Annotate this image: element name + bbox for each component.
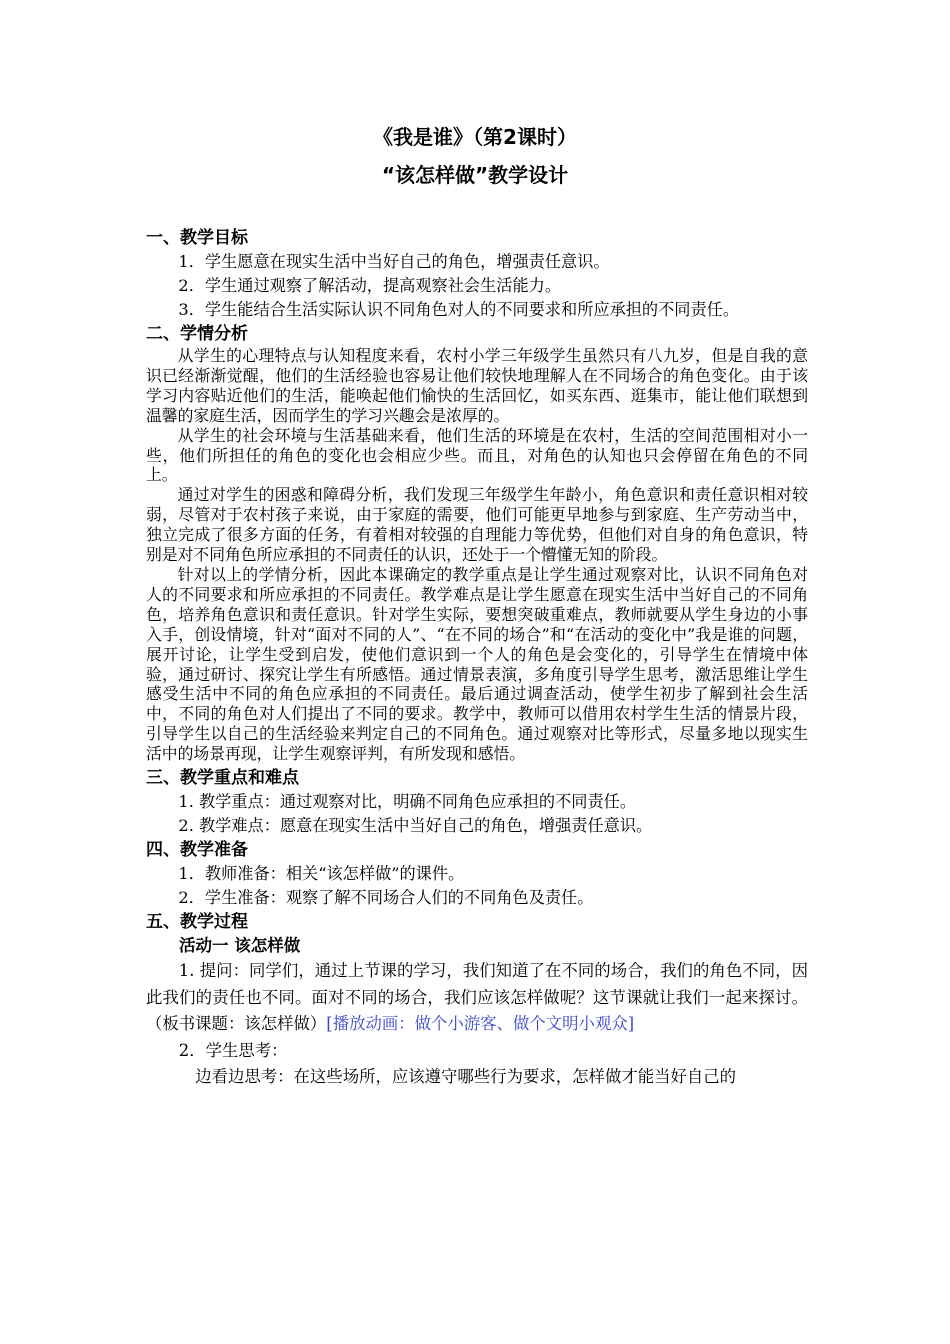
process-step-2-text: 边看边思考：在这些场所，应该遵守哪些行为要求，怎样做才能当好自己的 [195, 1067, 737, 1087]
key-point-item-1: 1. 教学重点：通过观察对比，明确不同角色应承担的不同责任。 [178, 792, 637, 812]
analysis-paragraph-2: 从学生的社会环境与生活基础来看，他们生活的环境是在农村，生活的空间范围相对小一些，他们所担任的角色的变化也会相应少些。而且，对角色的认知也只会停留在角色的不同上。 [146, 425, 808, 485]
preparation-item-1: 1．教师准备：相关“该怎样做”的课件。 [178, 864, 465, 884]
process-step-2-label: 2．学生思考： [178, 1040, 288, 1060]
section-heading-key-points: 三、教学重点和难点 [146, 768, 299, 789]
goal-item-1: 1．学生愿意在现实生活中当好自己的角色，增强责任意识。 [178, 252, 610, 271]
analysis-paragraph-3: 通过对学生的困惑和障碍分析，我们发现三年级学生年龄小，角色意识和责任意识相对较弱，尽管对于农村孩子来说，由于家庭的需要，他们可能更早地参与到家庭、生产劳动当中，独立完成了很多方面的任务，有着相对较强的自理能力等优势，但他们对自身的角色意识，特别是对不同角色所应承担的不同责任的认识，还处于一个懵懂无知的阶段。 [146, 485, 808, 565]
section-heading-goals: 一、教学目标 [146, 228, 248, 248]
section-heading-process: 五、教学过程 [146, 912, 248, 933]
key-point-item-2: 2. 教学难点：愿意在现实生活中当好自己的角色，增强责任意识。 [178, 816, 653, 836]
activity-title: 活动一 该怎样做 [179, 936, 301, 956]
process-step-1 [146, 958, 808, 1038]
document-title: 《我是谁》（第2课时） [373, 125, 577, 149]
process-step-1-text: 1. 提问：同学们，通过上节课的学习，我们知道了在不同的场合，我们的角色不同，因此我们的责任也不同。面对不同的场合，我们应该怎样做呢？这节课就让我们一起来探讨。（板书课题：该怎样做） [146, 961, 808, 1034]
section-heading-analysis: 二、学情分析 [146, 324, 248, 344]
analysis-paragraph-1: 从学生的心理特点与认知程度来看，农村小学三年级学生虽然只有八九岁，但是自我的意识已经渐渐觉醒，他们的生活经验也容易让他们较快地理解人在不同场合的角色变化。由于该学习内容贴近他们的生活，能唤起他们愉快的生活回忆，如买东西、逛集市，能让他们联想到温馨的家庭生活，因而学生的学习兴趣会是浓厚的。 [146, 346, 808, 425]
document-subtitle: “该怎样做”教学设计 [381, 163, 569, 187]
analysis-paragraph-4: 针对以上的学情分析，因此本课确定的教学重点是让学生通过观察对比，认识不同角色对人的不同要求和所应承担的不同责任。教学难点是让学生愿意在现实生活中当好自己的不同角色，培养角色意识和责任意识。针对学生实际，要想突破重难点，教师就要从学生身边的小事入手，创设情境，针对“面对不同的人”、“在不同的场合”和“在活动的变化中”我是谁的问题，展开讨论，让学生受到启发，使他们意识到一个人的角色是会变化的，引导学生在情境中体验，通过研讨、探究让学生有所感悟。通过情景表演，多角度引导学生思考，激活思维让学生感受生活中不同的角色应承担的不同责任。最后通过调查活动，使学生初步了解到社会生活中，不同的角色对人们提出了不同的要求。教学中，教师可以借用农村学生生活的情景片段，引导学生以自己的生活经验来判定自己的不同角色。通过观察对比等形式，尽量多地以现实生活中的场景再现，让学生观察评判，有所发现和感悟。 [146, 564, 808, 764]
document-body [146, 226, 808, 1091]
section-heading-preparation: 四、教学准备 [146, 840, 248, 861]
goal-item-3: 3．学生能结合生活实际认识不同角色对人的不同要求和所应承担的不同责任。 [178, 300, 740, 319]
preparation-item-2: 2．学生准备：观察了解不同场合人们的不同角色及责任。 [178, 888, 594, 908]
goal-item-2: 2．学生通过观察了解活动，提高观察社会生活能力。 [178, 276, 562, 295]
animation-note: [播放动画：做个小游客、做个文明小观众] [326, 1014, 635, 1034]
